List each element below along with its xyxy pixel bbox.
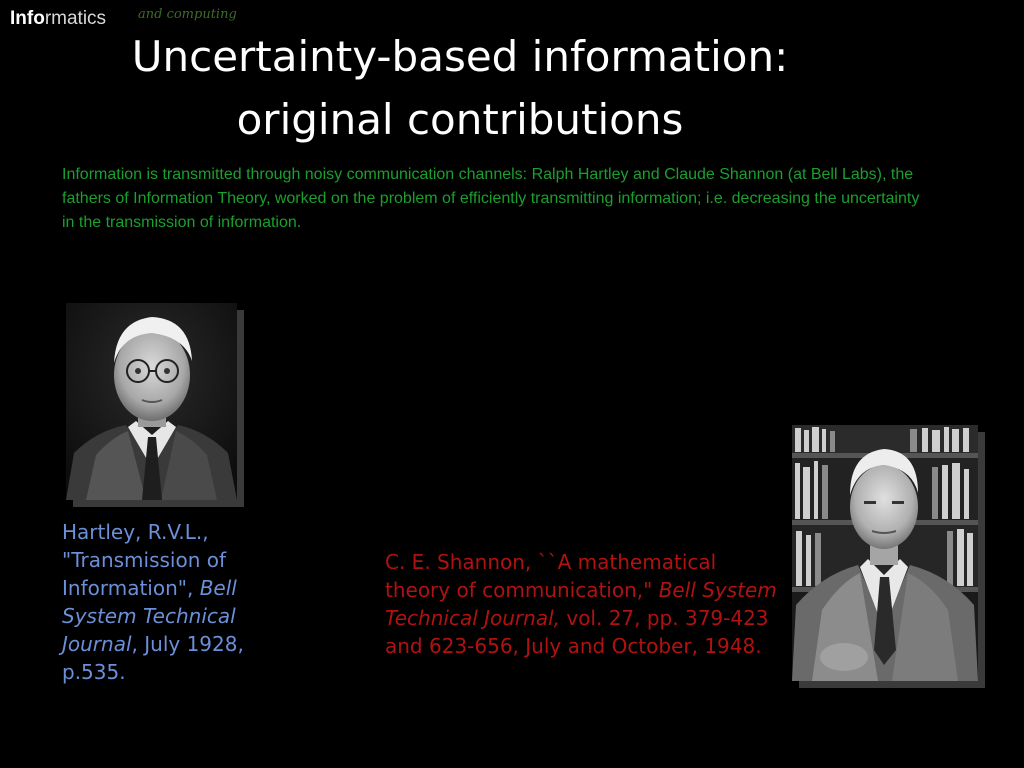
hartley-portrait-photo <box>66 303 237 500</box>
logo-tagline: and computing <box>138 7 237 22</box>
hartley-reference-journal: Bell System Technical Journal <box>62 576 237 656</box>
shannon-reference-text: C. E. Shannon, ``A mathematical theory of communication," <box>385 550 717 602</box>
shannon-portrait-image <box>792 425 978 681</box>
logo-info-text: Info <box>10 8 45 29</box>
logo-rest-text: rmatics <box>44 8 107 29</box>
slide-title <box>40 25 880 151</box>
shannon-reference-details: vol. 27, pp. 379-423 and 623-656, July and October, 1948. <box>385 606 769 658</box>
shannon-reference <box>385 548 780 660</box>
slide-title-line-2: original contributions <box>236 95 684 144</box>
intro-paragraph: Information is transmitted through noisy communication channels: Ralph Hartley and Claude Shannon (at Bell Labs), the fathers of Information Theory, worked on the problem of efficiently transmitting information; i.e. decreasing the uncertainty in the transmission of information. <box>62 166 920 231</box>
hartley-reference <box>62 518 292 686</box>
hartley-portrait-image <box>66 303 237 500</box>
hartley-reference-text: Hartley, R.V.L., "Transmission of Information", <box>62 520 227 600</box>
slide-title-line-1: Uncertainty-based information: <box>131 32 789 81</box>
shannon-reference-journal: Bell System Technical Journal, <box>385 578 777 630</box>
hartley-reference-details: , July 1928, p.535. <box>62 632 244 684</box>
shannon-portrait-photo <box>792 425 978 681</box>
